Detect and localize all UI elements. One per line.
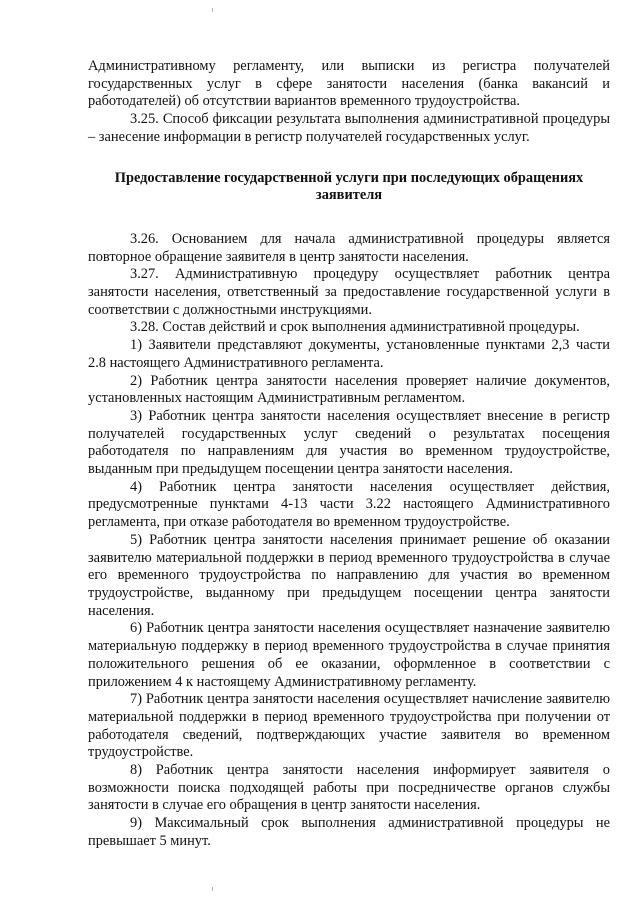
paragraph-continuation: Административному регламенту, или выписки из регистра получателей государственных услуг в сфере занятости населения (банка вакансий и работодателей) об отсутствии вариантов временного трудоустройства. (88, 58, 610, 110)
list-item-7: 7) Работник центра занятости населения осуществляет начисление заявителю материальной поддержки в период временного трудоустройства при получении от работодателя сведений, подтверждающих участие заявителя во временном трудоустройстве. (88, 691, 610, 761)
list-item-3: 3) Работник центра занятости населения осуществляет внесение в регистр получателей государственных услуг сведений о результатах посещения работодателя по направлениям для участия во временном трудоустройстве, выданным при предыдущем посещении центра занятости населения. (88, 407, 610, 478)
document-page (88, 58, 610, 851)
list-item-4: 4) Работник центра занятости населения осуществляет действия, предусмотренные пунктами 4-13 части 3.22 настоящего Административного регламента, при отказе работодателя во временном трудоустройстве. (88, 478, 610, 531)
paragraph-3-26: 3.26. Основанием для начала административной процедуры является повторное обращение заявителя в центр занятости населения. (88, 230, 610, 265)
list-item-9: 9) Максимальный срок выполнения административной процедуры не превышает 5 минут. (88, 815, 610, 849)
list-item-2: 2) Работник центра занятости населения проверяет наличие документов, установленных настоящим Административным регламентом. (88, 372, 610, 407)
paragraph-3-25: 3.25. Способ фиксации результата выполнения административной процедуры – занесение информации в регистр получателей государственных услуг. (88, 111, 610, 145)
list-item-8: 8) Работник центра занятости населения информирует заявителя о возможности поиска подходящей работы при посредничестве органов службы занятости в случае его обращения в центр занятости населения. (88, 762, 610, 814)
list-item-1: 1) Заявители представляют документы, установленные пунктами 2,3 части 2.8 настоящего Административного регламента. (88, 337, 610, 371)
list-item-6: 6) Работник центра занятости населения осуществляет назначение заявителю материальную поддержку в период временного трудоустройства в случае принятия положительного решения об ее оказании, оформленное в соответствии с приложением 4 к настоящему Административному регламенту. (88, 620, 610, 690)
section-heading: Предоставление государственной услуги при последующих обращениях заявителя (114, 169, 584, 204)
scan-artifact-top (212, 8, 213, 12)
list-item-5: 5) Работник центра занятости населения принимает решение об оказании заявителю материальной поддержки в период временного трудоустройства в случае его временного трудоустройства по направлению для участия во временном трудоустройстве, выданному при предыдущем посещении центра занятости населения. (88, 531, 610, 619)
paragraph-3-27: 3.27. Административную процедуру осуществляет работник центра занятости населения, ответственный за предоставление государственной услуги в соответствии с должностными инструкциями. (88, 266, 610, 318)
scan-artifact-bottom (212, 887, 213, 891)
paragraph-3-28: 3.28. Состав действий и срок выполнения административной процедуры. (130, 319, 580, 336)
